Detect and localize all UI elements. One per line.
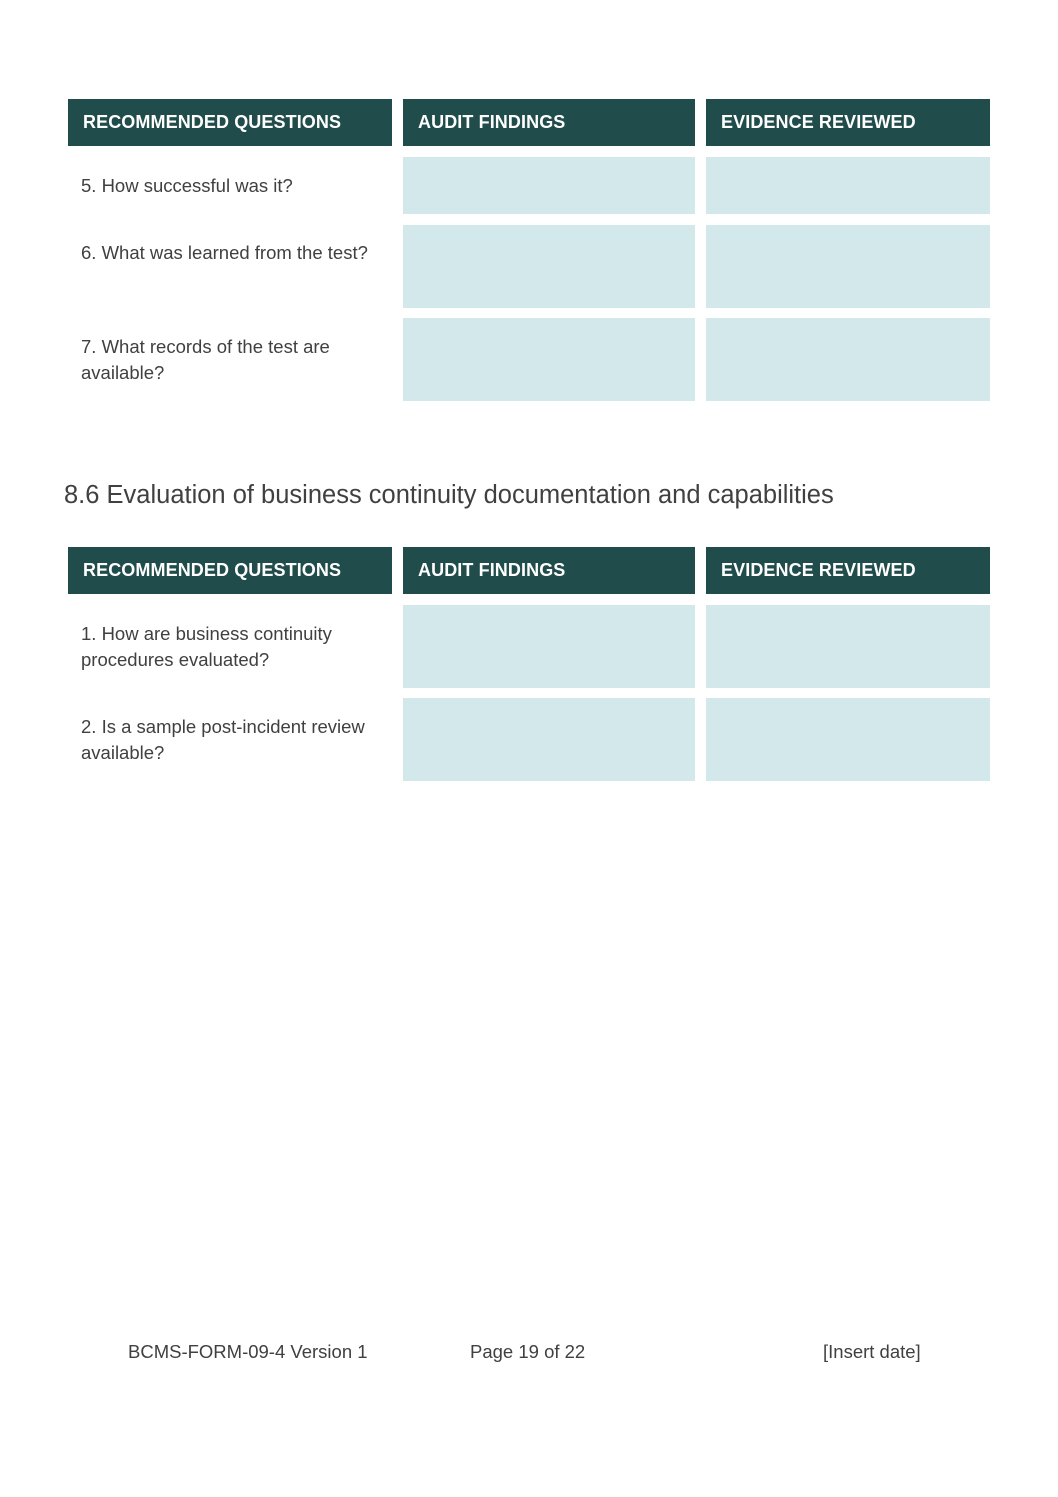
evidence-reviewed-field[interactable]	[706, 698, 990, 781]
question-text: 1. How are business continuity procedures evaluated?	[81, 623, 332, 670]
footer-page-number: Page 19 of 22	[470, 1341, 586, 1362]
question-text: 5. How successful was it?	[81, 175, 293, 196]
header-evidence-reviewed: EVIDENCE REVIEWED	[706, 547, 990, 594]
evidence-reviewed-field[interactable]	[706, 605, 990, 688]
audit-findings-field[interactable]	[403, 157, 695, 214]
header-recommended-questions: RECOMMENDED QUESTIONS	[68, 547, 392, 594]
header-audit-findings: AUDIT FINDINGS	[403, 99, 695, 146]
audit-findings-field[interactable]	[403, 225, 695, 308]
audit-findings-field[interactable]	[403, 605, 695, 688]
footer-date: [Insert date]	[823, 1341, 921, 1362]
evidence-reviewed-field[interactable]	[706, 318, 990, 401]
header-audit-findings: AUDIT FINDINGS	[403, 547, 695, 594]
audit-findings-field[interactable]	[403, 698, 695, 781]
header-recommended-questions: RECOMMENDED QUESTIONS	[68, 99, 392, 146]
audit-findings-field[interactable]	[403, 318, 695, 401]
question-text: 6. What was learned from the test?	[81, 242, 368, 263]
evidence-reviewed-field[interactable]	[706, 225, 990, 308]
footer-form-id: BCMS-FORM-09-4 Version 1	[128, 1341, 368, 1362]
evidence-reviewed-field[interactable]	[706, 157, 990, 214]
header-evidence-reviewed: EVIDENCE REVIEWED	[706, 99, 990, 146]
question-text: 7. What records of the test are available?	[81, 336, 330, 383]
section-heading: 8.6 Evaluation of business continuity documentation and capabilities	[64, 481, 834, 509]
question-text: 2. Is a sample post-incident review available?	[81, 716, 365, 763]
